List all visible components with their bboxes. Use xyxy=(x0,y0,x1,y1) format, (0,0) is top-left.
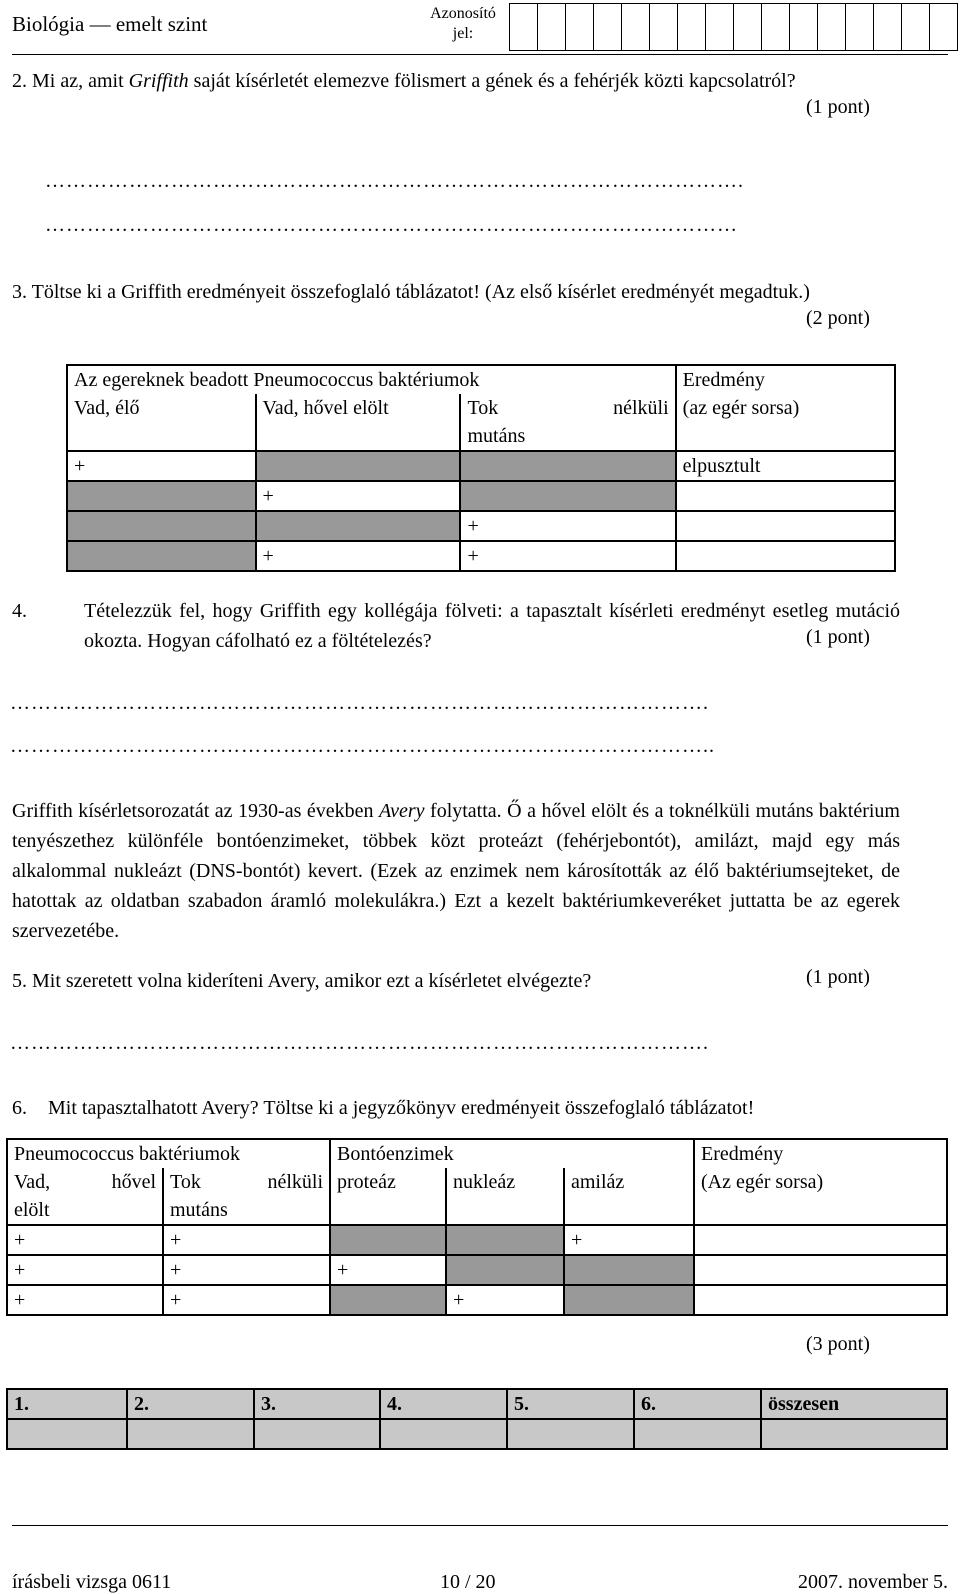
avery-table xyxy=(6,1138,948,1316)
question-4-points: (1 pont) xyxy=(806,626,870,648)
shaded-cell xyxy=(67,541,256,571)
id-box[interactable] xyxy=(845,3,874,51)
table-cell: + xyxy=(330,1255,446,1285)
score-table xyxy=(6,1388,948,1450)
col-header: Vad, hővel elölt xyxy=(7,1168,163,1225)
question-6-points: (3 pont) xyxy=(806,1333,870,1355)
result-cell[interactable] xyxy=(676,481,895,511)
col-header: Tok nélküli mutáns xyxy=(460,394,675,451)
id-box[interactable] xyxy=(929,3,958,51)
table-cell: + xyxy=(67,451,256,481)
table-cell: + xyxy=(7,1285,163,1315)
answer-line[interactable]: ………………………………………………………………………………………. xyxy=(10,692,709,714)
id-box[interactable] xyxy=(705,3,734,51)
shaded-cell xyxy=(330,1285,446,1315)
question-3-points: (2 pont) xyxy=(806,307,870,329)
shaded-cell xyxy=(330,1225,446,1255)
id-box[interactable] xyxy=(733,3,762,51)
score-cell[interactable] xyxy=(127,1419,254,1449)
question-5: 5. Mit szeretett volna kideríteni Avery, amikor ezt a kísérletet elvégezte? xyxy=(12,970,592,992)
footer-date: 2007. november 5. xyxy=(798,1571,948,1593)
answer-line[interactable]: ………………………………………………………………………………………. xyxy=(10,1032,709,1054)
question-4: Tételezzük fel, hogy Griffith egy kollégája fölveti: a tapasztalt kísérleti eredményt esetleg mutáció okozta. Hogyan cáfolható ez a föltételezés? xyxy=(84,600,900,652)
header-rule xyxy=(12,54,948,55)
page-header-title: Biológia — emelt szint xyxy=(12,12,208,36)
table-cell: + xyxy=(564,1225,694,1255)
griffith-table xyxy=(66,364,896,572)
table-cell: + xyxy=(7,1255,163,1285)
id-box[interactable] xyxy=(817,3,846,51)
score-cell[interactable] xyxy=(634,1419,761,1449)
id-box[interactable] xyxy=(509,3,538,51)
score-label: 2. xyxy=(127,1389,254,1419)
shaded-cell xyxy=(446,1225,564,1255)
id-box[interactable] xyxy=(761,3,790,51)
avery-paragraph: Griffith kísérletsorozatát az 1930-as években Avery folytatta. Ő a hővel elölt és a toknélküli mutáns baktérium tenyészethez különféle bontóenzimeket, többek közt proteázt (fehérjebontót), amilázt, majd egy más alkalommal nukleázt (DNS-bontót) kevert. (Ezek az enzimek nem károsították az élő baktériumsejteket, de hatottak az oldatban szabadon áramló molekulákra.) Ezt a kezelt baktériumkeveréket juttatta be az egerek szervezetébe. xyxy=(12,800,900,942)
result-cell[interactable] xyxy=(676,541,895,571)
shaded-cell xyxy=(564,1255,694,1285)
score-cell[interactable] xyxy=(7,1419,127,1449)
score-label: összesen xyxy=(761,1389,947,1419)
table-cell: + xyxy=(7,1225,163,1255)
answer-line[interactable]: ……………………………………………………………………………………….. xyxy=(10,735,715,757)
shaded-cell xyxy=(460,481,675,511)
col-header: nukleáz xyxy=(446,1168,564,1225)
question-5-points: (1 pont) xyxy=(806,966,870,988)
table-cell: + xyxy=(163,1225,330,1255)
col-header: Vad, hővel elölt xyxy=(256,394,461,451)
id-box[interactable] xyxy=(789,3,818,51)
question-3: 3. Töltse ki a Griffith eredményeit összefoglaló táblázatot! (Az első kísérlet eredményét megadtuk.) xyxy=(12,281,810,303)
table-cell: + xyxy=(460,541,675,571)
shaded-cell xyxy=(67,511,256,541)
col-header: Tok nélküli mutáns xyxy=(163,1168,330,1225)
answer-line[interactable]: ………………………………………………………………………………………. xyxy=(45,170,744,192)
question-6: Mit tapasztalhatott Avery? Töltse ki a jegyzőkönyv eredményeit összefoglaló táblázatot! xyxy=(48,1097,755,1119)
result-cell[interactable] xyxy=(694,1255,947,1285)
shaded-cell xyxy=(256,451,461,481)
id-box[interactable] xyxy=(537,3,566,51)
score-label: 5. xyxy=(507,1389,634,1419)
group-header: Bontóenzimek xyxy=(330,1139,694,1168)
result-cell[interactable] xyxy=(694,1225,947,1255)
score-cell[interactable] xyxy=(761,1419,947,1449)
score-cell[interactable] xyxy=(380,1419,507,1449)
result-sub: (az egér sorsa) xyxy=(676,394,895,451)
shaded-cell xyxy=(446,1255,564,1285)
result-sub: (Az egér sorsa) xyxy=(694,1168,947,1225)
id-boxes[interactable] xyxy=(510,3,958,51)
group-header: Az egereknek beadott Pneumococcus baktériumok xyxy=(67,365,676,394)
result-cell: elpusztult xyxy=(676,451,895,481)
score-label: 3. xyxy=(254,1389,380,1419)
result-header: Eredmény xyxy=(694,1139,947,1168)
table-cell: + xyxy=(256,481,461,511)
score-cell[interactable] xyxy=(254,1419,380,1449)
id-label: Azonosító jel: xyxy=(430,5,496,42)
shaded-cell xyxy=(67,481,256,511)
table-cell: + xyxy=(446,1285,564,1315)
col-header: Vad, élő xyxy=(67,394,256,451)
score-label: 6. xyxy=(634,1389,761,1419)
id-box[interactable] xyxy=(593,3,622,51)
table-cell: + xyxy=(460,511,675,541)
score-label: 1. xyxy=(7,1389,127,1419)
question-4-number: 4. xyxy=(12,600,27,622)
id-box[interactable] xyxy=(649,3,678,51)
question-6-number: 6. xyxy=(12,1097,27,1119)
id-box[interactable] xyxy=(565,3,594,51)
score-label: 4. xyxy=(380,1389,507,1419)
col-header: proteáz xyxy=(330,1168,446,1225)
group-header: Pneumococcus baktériumok xyxy=(7,1139,330,1168)
table-cell: + xyxy=(163,1255,330,1285)
table-cell: + xyxy=(163,1285,330,1315)
id-box[interactable] xyxy=(621,3,650,51)
footer-rule xyxy=(12,1525,948,1526)
shaded-cell xyxy=(564,1285,694,1315)
col-header: amiláz xyxy=(564,1168,694,1225)
table-cell: + xyxy=(256,541,461,571)
shaded-cell xyxy=(256,511,461,541)
score-cell[interactable] xyxy=(507,1419,634,1449)
shaded-cell xyxy=(460,451,675,481)
id-box[interactable] xyxy=(873,3,902,51)
result-cell[interactable] xyxy=(676,511,895,541)
question-2: 2. Mi az, amit Griffith saját kísérletét elemezve fölismert a gének és a fehérjék közti kapcsolatról? xyxy=(12,70,796,92)
question-2-points: (1 pont) xyxy=(806,96,870,118)
id-box[interactable] xyxy=(677,3,706,51)
footer-left: írásbeli vizsga 0611 xyxy=(12,1571,172,1593)
answer-line[interactable]: ……………………………………………………………………………………… xyxy=(45,214,738,236)
id-box[interactable] xyxy=(901,3,930,51)
result-header: Eredmény xyxy=(676,365,895,394)
page-number: 10 / 20 xyxy=(440,1571,496,1593)
result-cell[interactable] xyxy=(694,1285,947,1315)
